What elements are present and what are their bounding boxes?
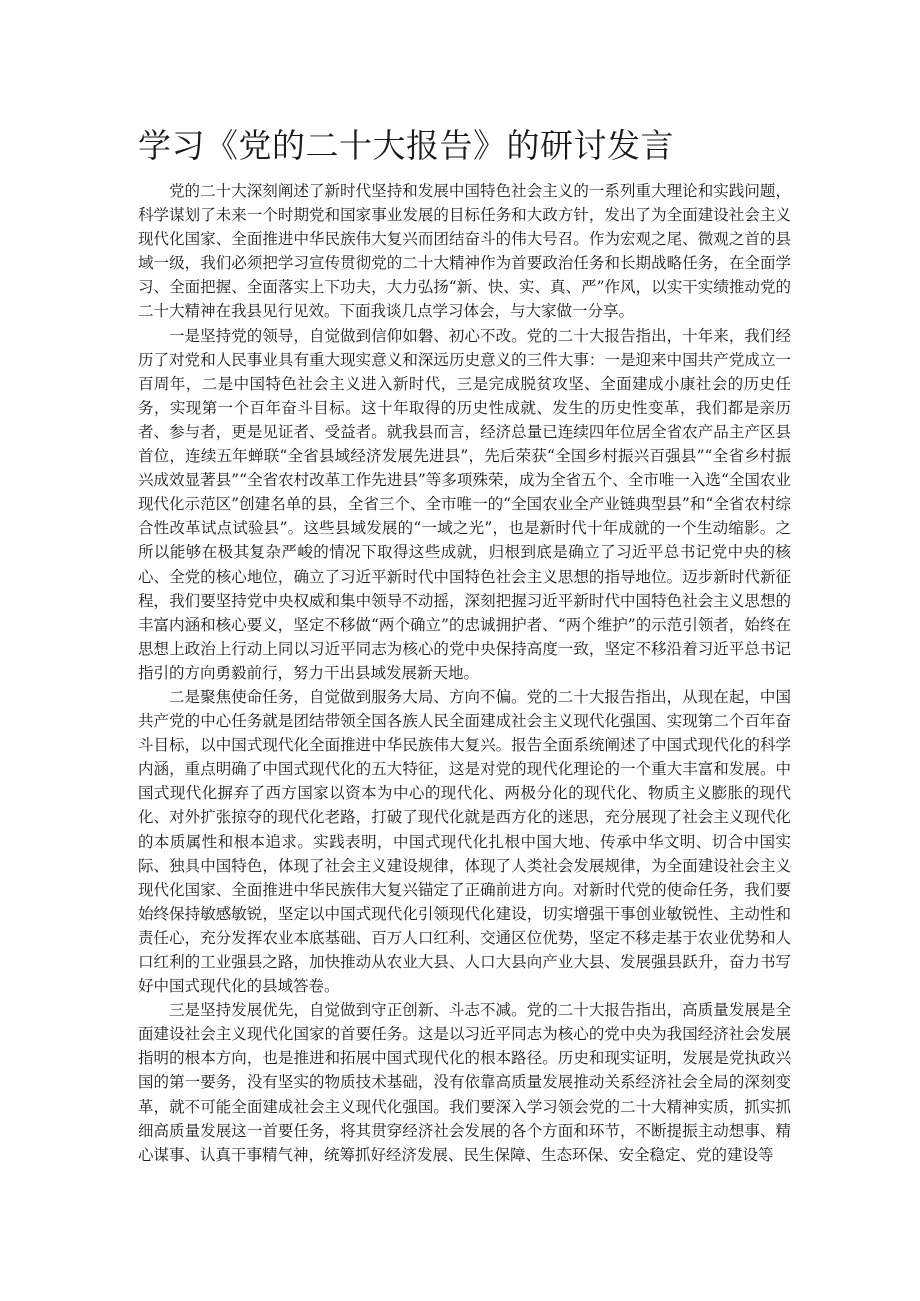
paragraph-point-two: 二是聚焦使命任务，自觉做到服务大局、方向不偏。党的二十大报告指出，从现在起，中国共产党的中心任务就是团结带领全国各族人民全面建成社会主义现代化强国、实现第二个百年奋斗目标，以中国式现代化全面推进中华民族伟大复兴。报告全面系统阐述了中国式现代化的科学内涵，重点明确了中国式现代化的五大特征，这是对党的现代化理论的一个重大丰富和发展。中国式现代化摒弃了西方国家以资本为中心的现代化、两极分化的现代化、物质主义膨胀的现代化、对外扩张掠夺的现代化老路，打破了现代化就是西方化的迷思，充分展现了社会主义现代化的本质属性和根本追求。实践表明，中国式现代化扎根中国大地、传承中华文明、切合中国实际、独具中国特色，体现了社会主义建设规律，体现了人类社会发展规律，为全面建设社会主义现代化国家、全面推进中华民族伟大复兴锚定了正确前进方向。对新时代党的使命任务，我们要始终保持敏感敏锐，坚定以中国式现代化引领现代化建设，切实增强干事创业敏锐性、主动性和责任心，充分发挥农业本底基础、百万人口红利、交通区位优势，坚定不移走基于农业优势和人口红利的工业强县之路，加快推动从农业大县、人口大县向产业大县、发展强县跃升，奋力书写好中国式现代化的县域答卷。 [138, 687, 791, 996]
document-body [138, 179, 791, 1279]
paragraph-point-one: 一是坚持党的领导，自觉做到信仰如磐、初心不改。党的二十大报告指出，十年来，我们经历了对党和人民事业具有重大现实意义和深远历史意义的三件大事：一是迎来中国共产党成立一百周年，二是中国特色社会主义进入新时代，三是完成脱贫攻坚、全面建成小康社会的历史任务，实现第一个百年奋斗目标。这十年取得的历史性成就、发生的历史性变革，我们都是亲历者、参与者，更是见证者、受益者。就我县而言，经济总量已连续四年位居全省农产品主产区县首位，连续五年蝉联“全省县域经济发展先进县”，先后荣获“全国乡村振兴百强县”“全省乡村振兴成效显著县”“全省农村改革工作先进县”等多项殊荣，成为全省五个、全市唯一入选“全国农业现代化示范区”创建名单的县，全省三个、全市唯一的“全国农业全产业链典型县”和“全省农村综合性改革试点试验县”。这些县域发展的“一域之光”，也是新时代十年成就的一个生动缩影。之所以能够在极其复杂严峻的情况下取得这些成就，归根到底是确立了习近平总书记党中央的核心、全党的核心地位，确立了习近平新时代中国特色社会主义思想的指导地位。迈步新时代新征程，我们要坚持党中央权威和集中领导不动摇，深刻把握习近平新时代中国特色社会主义思想的丰富内涵和核心要义，坚定不移做“两个确立”的忠诚拥护者、“两个维护”的示范引领者，始终在思想上政治上行动上同以习近平同志为核心的党中央保持高度一致，坚定不移沿着习近平总书记指引的方向勇毅前行，努力干出县域发展新天地。 [138, 326, 791, 682]
paragraph-intro: 党的二十大深刻阐述了新时代坚持和发展中国特色社会主义的一系列重大理论和实践问题，科学谋划了未来一个时期党和国家事业发展的目标任务和大政方针，发出了为全面建设社会主义现代化国家、全面推进中华民族伟大复兴而团结奋斗的伟大号召。作为宏观之尾、微观之首的县域一级，我们必须把学习宣传贯彻党的二十大精神作为首要政治任务和长期战略任务，在全面学习、全面把握、全面落实上下功夫，大力弘扬“新、快、实、真、严”作风，以实干实绩推动党的二十大精神在我县见行见效。下面我谈几点学习体会，与大家做一分享。 [138, 182, 791, 321]
document-title: 学习《党的二十大报告》的研讨发言 [138, 126, 674, 165]
paragraph-point-three: 三是坚持发展优先，自觉做到守正创新、斗志不减。党的二十大报告指出，高质量发展是全面建设社会主义现代化国家的首要任务。这是以习近平同志为核心的党中央为我国经济社会发展指明的根本方向，也是推进和拓展中国式现代化的根本路径。历史和现实证明，发展是党执政兴国的第一要务，没有坚实的物质技术基础，没有依靠高质量发展推动关系经济社会全局的深刻变革，就不可能全面建成社会主义现代化强国。我们要深入学习领会党的二十大精神实质，抓实抓细高质量发展这一首要任务，将其贯穿经济社会发展的各个方面和环节，不断提振主动想事、精心谋事、认真干事精气神，统筹抓好经济发展、民生保障、生态环保、安全稳定、党的建设等 [138, 1001, 791, 1164]
